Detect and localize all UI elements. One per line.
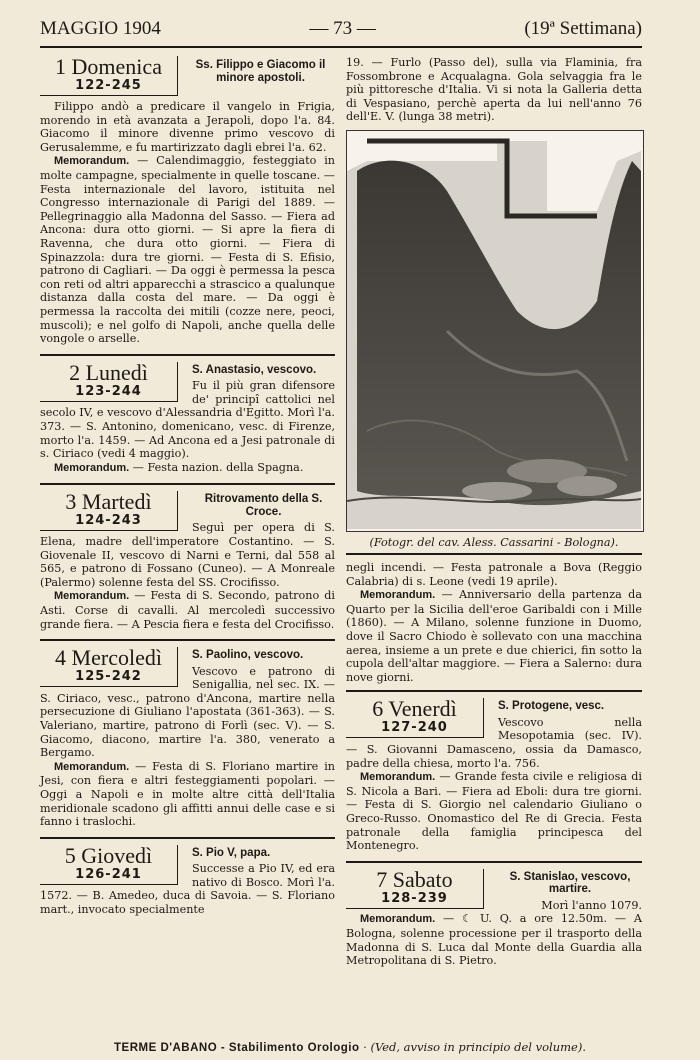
- memorandum-paragraph: [40, 760, 335, 829]
- day-heading-box: [40, 842, 178, 885]
- day-name: 4 Mercoledì: [55, 645, 162, 671]
- day-numbers: 128-239: [381, 890, 448, 906]
- saint-name: S. Anastasio, vescovo.: [192, 363, 317, 376]
- memorandum-text: — ☾ U. Q. a ore 12.50m. — A Bologna, solenne processione per il trasporto della Madonna di S. Luca dal Monte della Guardia alla Metropolitana di S. Pietro.: [346, 912, 642, 968]
- memorandum-label: Memorandum.: [54, 760, 130, 773]
- day-separator: [346, 861, 642, 863]
- day-numbers: 122-245: [75, 78, 142, 93]
- day-numbers: 124-243: [75, 513, 142, 529]
- photo-caption: (Fotogr. del cav. Aless. Cassarini - Bologna).: [369, 535, 619, 549]
- memorandum-text: — Grande festa civile e religiosa di S. Nicola a Bari. — Fiera ad Eboli: dura tre giorni. — Festa di S. Giorgio nel calendario Giuliano o Greco-Russo. Onomastico del Re di Grecia. Festa patronale della famiglia principesca del Montenegro.: [346, 770, 642, 853]
- furlo-gorge-photo: [346, 130, 644, 532]
- saint-name: S. Stanislao, vescovo, martire.: [509, 870, 631, 896]
- saint-name: S. Paolino, vescovo.: [192, 649, 304, 662]
- day-entry-1: [40, 56, 335, 346]
- saint-name: Ritrovamento della S. Croce.: [204, 493, 323, 518]
- memorandum-paragraph: [346, 770, 642, 853]
- gorge-illustration: [347, 131, 641, 529]
- day-heading-box: [40, 56, 178, 96]
- memorandum-text: — Festa di S. Secondo, patrono di Asti. Corse di cavalli. Al mercoledì successivo grande fiera. — A Pescia fiera e festa del Crocifisso.: [40, 589, 335, 631]
- memorandum-paragraph: [40, 589, 335, 631]
- day-heading-box: [40, 359, 178, 402]
- saint-name: S. Protogene, vesc.: [498, 700, 605, 713]
- day-entry-5: [40, 842, 335, 917]
- saint-name: S. Pio V, papa.: [192, 846, 271, 859]
- week-label: (19ª Settimana): [524, 18, 642, 39]
- page-footer: [0, 1040, 700, 1054]
- memorandum-text: — Festa nazion. della Spagna.: [129, 460, 304, 474]
- day-numbers: 123-244: [75, 383, 142, 399]
- day-text: Seguì per opera di S. Elena, madre dell'imperatore Costantino. — S. Giovenale II, vescovo di Narni e Terni, dal 558 al 565, e patrono di Fossano (Cuneo). — A Monreale (Palermo) solenne festa del SS. Crocifisso.: [40, 521, 335, 589]
- day-separator: [40, 483, 335, 485]
- day-numbers: 126-241: [75, 866, 142, 882]
- header-rule: [40, 46, 642, 48]
- continuation-text: negli incendi. — Festa patronale a Bova (Reggio Calabria) di s. Leone (vedi 19 aprile).: [346, 560, 642, 588]
- footer-note: (Ved, avviso in principio del volume).: [370, 1040, 586, 1054]
- day-text: Vescovo e patrono di Senigallia, nel sec. IX. — S. Ciriaco, vesc., patrono d'Ancona, martire nella persecuzione di Giuliano l'apostata (361-363). — S. Valeriano, martire, patrono di Forlì (sec. V). — S. Giacomo, diacono, martire l'a. 380, venerato a Bergamo.: [40, 664, 335, 760]
- memorandum-paragraph: [346, 588, 642, 684]
- memorandum-paragraph: [40, 461, 335, 476]
- day-heading-box: [40, 491, 178, 531]
- memorandum-label: Memorandum.: [54, 461, 130, 474]
- caption-separator: [346, 553, 642, 555]
- day-heading-box: [346, 698, 484, 738]
- memorandum-text: — Anniversario della partenza da Quarto per la Sicilia dell'eroe Garibaldi con i Mille (1860). — A Milano, solenne funzione in Duomo, dove il Sacro Chiodo è sollevato con una macchina aerea, insieme a un prete e due chierici, fin sotto la cupola dell'altar maggiore. — Fiera a Salerno: dura nove giorni.: [346, 588, 642, 684]
- day-entry-2: [40, 359, 335, 476]
- memorandum-label: Memorandum.: [360, 913, 436, 926]
- day-text: Successe a Pio IV, ed era nativo di Bosco. Morì l'a. 1572. — B. Amedeo, duca di Savoia. — S. Floriano mart., invocato specialmente: [40, 862, 335, 916]
- day-entry-3: [40, 491, 335, 631]
- memorandum-text: — Calendimaggio, festeggiato in molte campagne, specialmente in quelle toscane. — Festa internazionale del lavoro, istituita nel Congresso internazionale di Parigi del 1889. — Pellegrinaggio alla Madonna del Sasso. — Fiera ad Ancona: dura otto giorni. — Si apre la fiera di Ravenna, che dura otto giorni. — Fiera di Spinazzola: dura tre giorni. — Festa di S. Efisio, patrono di Cagliari. — Da oggi è permessa la pesca con reti od altri apparecchi a strascico a qualunque distanza dalla costa del mare. — Da oggi è permessa la raccolta dei mitili (cozze nere, peoci, muscoli); e nel golfo di Napoli, anche quella delle vongole o arselle.: [40, 154, 335, 346]
- memorandum-paragraph: [346, 912, 642, 967]
- day-heading-box: [346, 866, 484, 909]
- day-entry-6: [346, 698, 642, 852]
- day-numbers: 127-240: [381, 720, 448, 736]
- day-separator: [40, 837, 335, 839]
- day-name: 2 Lunedì: [69, 359, 148, 385]
- furlo-description: 19. — Furlo (Passo del), sulla via Flaminia, fra Fossombrone e Acqualagna. Gola selvaggia fra le più pittoresche d'Italia. Vi si nota la Galleria detta di Vespasiano, perchè aperta da lui nell'anno 76 dell'E. V. (lunga 38 metri).: [346, 56, 642, 124]
- memorandum-label: Memorandum.: [360, 771, 436, 784]
- day-name: 6 Venerdì: [372, 696, 457, 722]
- left-column: [40, 56, 335, 925]
- memorandum-label: Memorandum.: [54, 155, 130, 168]
- day-separator: [346, 690, 642, 692]
- month-title: MAGGIO 1904: [40, 18, 161, 39]
- footer-dash: ·: [363, 1040, 371, 1054]
- day-name: 7 Sabato: [376, 866, 453, 892]
- day-heading-box: [40, 647, 178, 687]
- memorandum-label: Memorandum.: [54, 590, 130, 603]
- day-name: 1 Domenica: [55, 54, 162, 79]
- memorandum-label: Memorandum.: [360, 589, 436, 602]
- day-separator: [40, 354, 335, 356]
- page-number: — 73 —: [309, 18, 376, 39]
- day-name: 5 Giovedì: [64, 842, 153, 868]
- memorandum-paragraph: [40, 154, 335, 345]
- page-header: [40, 18, 642, 48]
- day-text: Fu il più gran difensore de' principî cattolici nel secolo IV, e vescovo d'Alessandria d'Egitto. Morì l'a. 373. — S. Antonino, domenicano, vesc. di Firenze, morto l'a. 1459. — Ad Ancona ed a Jesi patronale di s. Ciriaco (vedi 4 maggio).: [40, 379, 335, 461]
- day-entry-7: [346, 866, 642, 968]
- right-column: [346, 56, 642, 976]
- saint-name: Ss. Filippo e Giacomo il minore apostoli.: [195, 59, 326, 84]
- day-numbers: 125-242: [75, 669, 142, 685]
- footer-advert: TERME D'ABANO - Stabilimento Orologio: [114, 1042, 360, 1054]
- day-text: Morì l'anno 1079.: [541, 898, 642, 912]
- day-separator: [40, 639, 335, 641]
- day-name: 3 Martedì: [65, 489, 152, 515]
- memorandum-text: — Festa di S. Floriano martire in Jesi, con fiera e altri festeggiamenti popolari. — Oggi a Napoli e in molte altre città dell'Italia meridionale scadono gli affitti annui delle case e si fanno i traslochi.: [40, 759, 335, 829]
- day-text: Filippo andò a predicare il vangelo in Frigia, morendo in età avanzata a Jerapoli, dopo l'a. 84. Giacomo il minore divenne primo vescovo di Gerusalemme, e fu martirizzato dagli ebrei l'a. 62.: [40, 100, 335, 154]
- day-entry-4: [40, 647, 335, 829]
- day-text: Vescovo nella Mesopotamia (sec. IV). — S. Giovanni Damasceno, ossia da Damasco, padre della chiesa, morto l'a. 756.: [346, 715, 642, 770]
